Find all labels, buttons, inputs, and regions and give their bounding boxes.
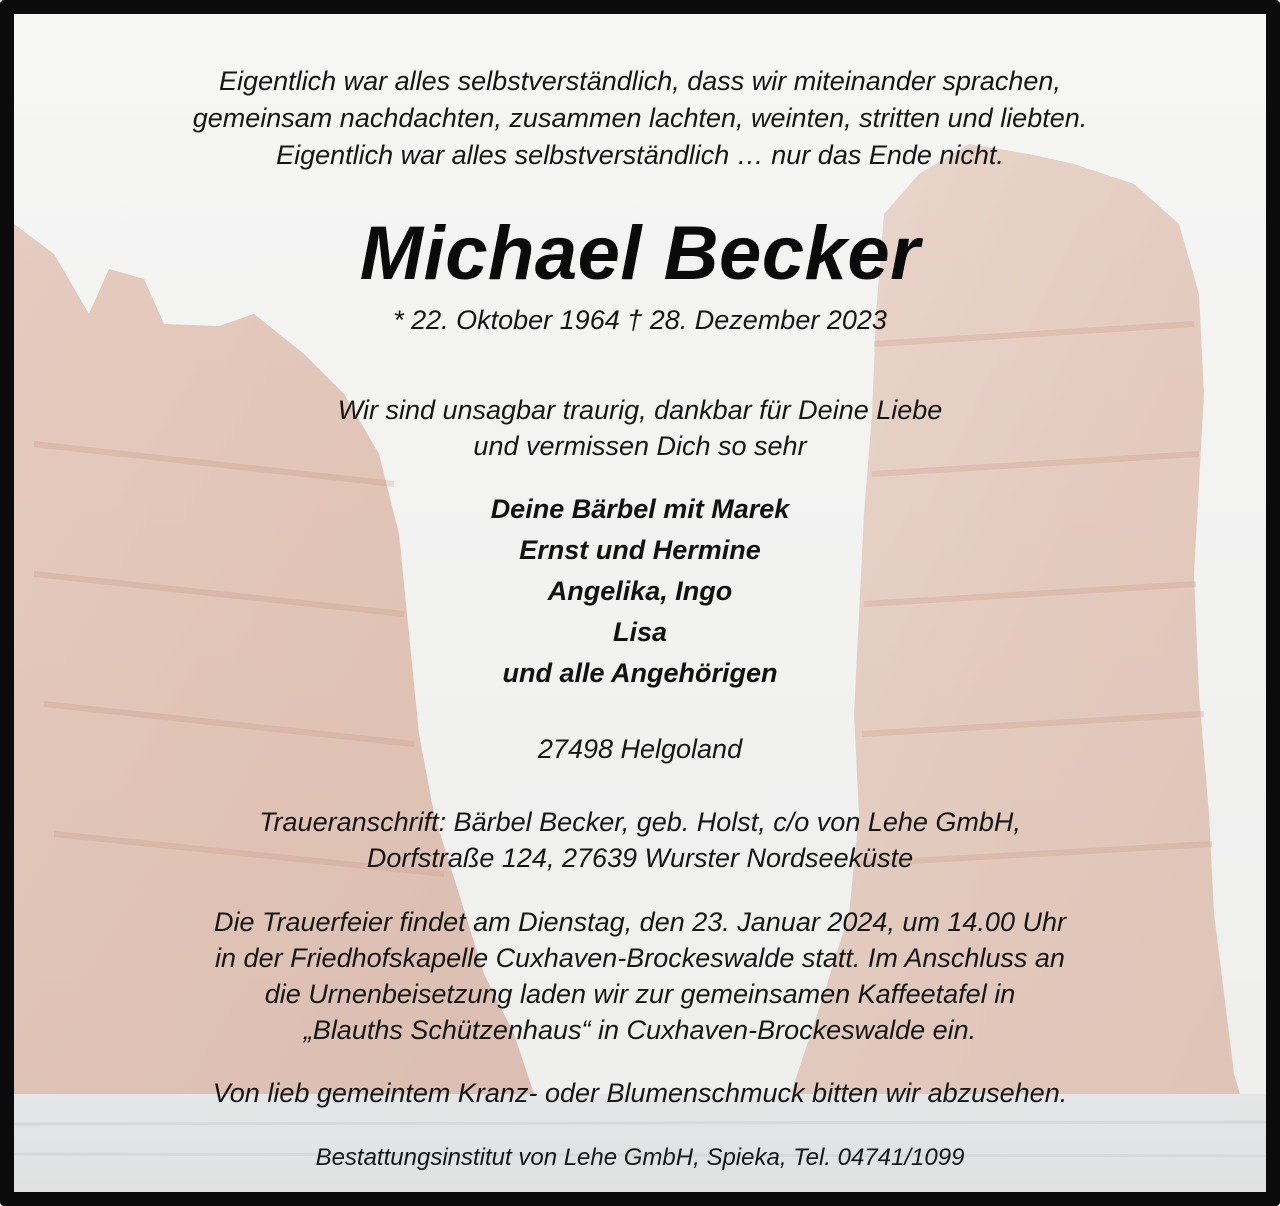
life-dates: * 22. Oktober 1964 † 28. Dezember 2023 bbox=[393, 305, 887, 335]
message-line-2: und vermissen Dich so sehr bbox=[473, 431, 807, 461]
message-line-1: Wir sind unsagbar traurig, dankbar für Deine Liebe bbox=[337, 395, 943, 425]
obituary-content bbox=[14, 14, 1266, 1192]
mourner-line-1: Deine Bärbel mit Marek bbox=[490, 494, 790, 524]
service-line-2: in der Friedhofskapelle Cuxhaven-Brockeswalde statt. Im Anschluss an bbox=[215, 943, 1065, 973]
quote-line-2: gemeinsam nachdachten, zusammen lachten, weinten, stritten und liebten. bbox=[192, 103, 1088, 133]
mourner-line-5: und alle Angehörigen bbox=[502, 658, 778, 688]
quote-line-1: Eigentlich war alles selbstverständlich, dass wir miteinander sprachen, bbox=[219, 66, 1061, 96]
mourner-line-3: Angelika, Ingo bbox=[547, 576, 733, 606]
quote-line-3: Eigentlich war alles selbstverständlich … nur das Ende nicht. bbox=[276, 140, 1004, 170]
residence-location: 27498 Helgoland bbox=[537, 734, 743, 764]
deceased-name: Michael Becker bbox=[359, 211, 921, 296]
service-line-4: „Blauths Schützenhaus“ in Cuxhaven-Brockeswalde ein. bbox=[303, 1015, 977, 1045]
address-line-2: Dorfstraße 124, 27639 Wurster Nordseeküste bbox=[366, 843, 914, 873]
funeral-home-footer: Bestattungsinstitut von Lehe GmbH, Spieka, Tel. 04741/1099 bbox=[315, 1144, 965, 1171]
service-line-1: Die Trauerfeier findet am Dienstag, den 23. Januar 2024, um 14.00 Uhr bbox=[214, 907, 1066, 937]
mourner-line-4: Lisa bbox=[612, 617, 668, 647]
flowers-note: Von lieb gemeintem Kranz- oder Blumenschmuck bitten wir abzusehen. bbox=[212, 1078, 1068, 1108]
service-line-3: die Urnenbeisetzung laden wir zur gemeinsamen Kaffeetafel in bbox=[264, 979, 1016, 1009]
mourner-line-2: Ernst und Hermine bbox=[519, 535, 761, 565]
address-line-1: Traueranschrift: Bärbel Becker, geb. Holst, c/o von Lehe GmbH, bbox=[259, 807, 1021, 837]
